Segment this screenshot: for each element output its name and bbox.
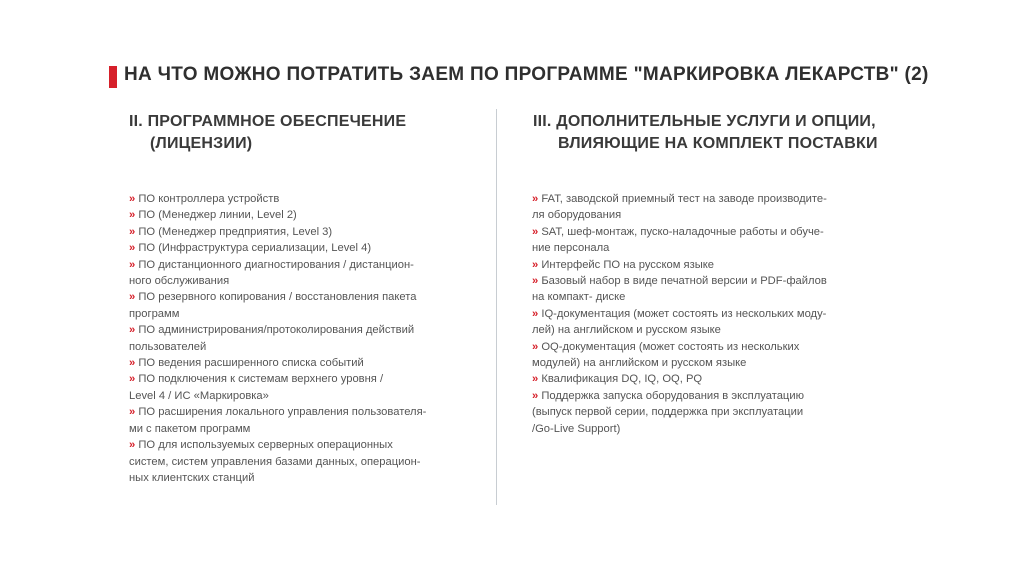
list-item <box>532 191 852 224</box>
list-item <box>532 257 852 273</box>
list-item-text: /Go-Live Support) <box>532 422 621 435</box>
list-item-text: FAT, заводской приемный тест на заводе производите- <box>541 193 827 205</box>
bullet-marker: » <box>532 275 539 288</box>
slide-title: НА ЧТО МОЖНО ПОТРАТИТЬ ЗАЕМ ПО ПРОГРАММЕ "МАРКИРОВКА ЛЕКАРСТВ" (2) <box>124 64 929 85</box>
bullet-marker: » <box>129 373 136 386</box>
bullet-marker: » <box>532 258 539 271</box>
list-item-text: Базовый набор в виде печатной версии и PDF-файлов <box>541 275 827 288</box>
right-heading-line2: ВЛИЯЮЩИЕ НА КОМПЛЕКТ ПОСТАВКИ <box>558 135 878 152</box>
list-item-text: Интерфейс ПО на русском языке <box>541 258 715 271</box>
bullet-marker: » <box>129 291 136 304</box>
bullet-marker: » <box>129 406 136 419</box>
right-column-heading <box>533 111 913 155</box>
list-item <box>129 257 449 290</box>
bullet-marker: » <box>129 324 136 337</box>
list-item-text: Поддержка запуска оборудования в эксплуатацию <box>541 389 804 402</box>
list-item <box>129 404 449 437</box>
list-item-text: Квалификация DQ, IQ, OQ, PQ <box>541 373 703 386</box>
list-item-text: ПО (Менеджер линии, Level 2) <box>138 209 297 222</box>
list-item-text: ПО дистанционного диагностирования / дистанцион- <box>138 258 414 271</box>
list-item <box>129 207 449 223</box>
list-item-text: ПО контроллера устройств <box>138 193 280 205</box>
list-item-text: лей) на английском и русском языке <box>532 324 721 337</box>
list-item-text: ПО (Менеджер предприятия, Level 3) <box>138 225 333 238</box>
list-item-text: на компакт- диске <box>532 291 626 304</box>
right-heading-line1: III. ДОПОЛНИТЕЛЬНЫЕ УСЛУГИ И ОПЦИИ, <box>533 113 876 130</box>
column-divider <box>496 109 497 505</box>
list-item <box>129 289 449 322</box>
list-item-text: Level 4 / ИС «Маркировка» <box>129 389 269 402</box>
list-item-text: OQ-документация (может состоять из нескольких <box>541 340 800 353</box>
list-item <box>532 273 852 306</box>
list-item-text: ПО резервного копирования / восстановления пакета <box>138 291 417 304</box>
bullet-marker: » <box>532 225 539 238</box>
title-accent-bar <box>109 66 117 88</box>
list-item <box>129 191 449 207</box>
bullet-marker: » <box>532 373 539 386</box>
bullet-marker: » <box>532 340 539 353</box>
list-item-text: ние персонала <box>532 242 610 255</box>
bullet-marker: » <box>129 209 136 222</box>
left-heading-line2: (ЛИЦЕНЗИИ) <box>150 135 253 152</box>
bullet-marker: » <box>129 357 136 370</box>
bullet-marker: » <box>129 193 136 205</box>
list-item-text: ПО администрирования/протоколирования действий <box>138 324 415 337</box>
list-item-text: ПО ведения расширенного списка событий <box>138 357 364 370</box>
list-item <box>129 240 449 256</box>
list-item <box>532 388 852 437</box>
list-item-text: ПО расширения локального управления пользователя- <box>138 406 427 419</box>
list-item <box>129 224 449 240</box>
list-item-text: ных клиентских станций <box>129 471 255 484</box>
additional-services-list <box>532 191 852 437</box>
list-item <box>532 306 852 339</box>
software-license-list <box>129 191 449 486</box>
list-item <box>532 224 852 257</box>
list-item-text: ного обслуживания <box>129 275 230 288</box>
left-column-heading <box>129 111 429 155</box>
list-item-text: ПО (Инфраструктура сериализации, Level 4) <box>138 242 372 255</box>
list-item-text: (выпуск первой серии, поддержка при эксплуатации <box>532 406 804 419</box>
list-item-text: пользователей <box>129 340 207 353</box>
list-item-text: ля оборудования <box>532 209 622 222</box>
list-item <box>532 371 852 387</box>
list-item <box>129 355 449 371</box>
left-heading-line1: II. ПРОГРАММНОЕ ОБЕСПЕЧЕНИЕ <box>129 113 407 130</box>
list-item-text: IQ-документация (может состоять из нескольких моду- <box>541 307 827 320</box>
list-item <box>532 339 852 372</box>
list-item-text: ПО подключения к системам верхнего уровня / <box>138 373 384 386</box>
list-item <box>129 437 449 486</box>
bullet-marker: » <box>129 439 136 452</box>
list-item-text: ПО для используемых серверных операционных <box>138 439 393 452</box>
list-item-text: программ <box>129 307 180 320</box>
bullet-marker: » <box>532 307 539 320</box>
list-item-text: SAT, шеф-монтаж, пуско-наладочные работы и обуче- <box>541 225 824 238</box>
bullet-marker: » <box>532 193 539 205</box>
list-item <box>129 371 449 404</box>
bullet-marker: » <box>129 242 136 255</box>
bullet-marker: » <box>532 389 539 402</box>
list-item-text: ми с пакетом программ <box>129 422 251 435</box>
list-item-text: систем, систем управления базами данных, операцион- <box>129 455 421 468</box>
list-item-text: модулей) на английском и русском языке <box>532 357 747 370</box>
bullet-marker: » <box>129 258 136 271</box>
bullet-marker: » <box>129 225 136 238</box>
list-item <box>129 322 449 355</box>
